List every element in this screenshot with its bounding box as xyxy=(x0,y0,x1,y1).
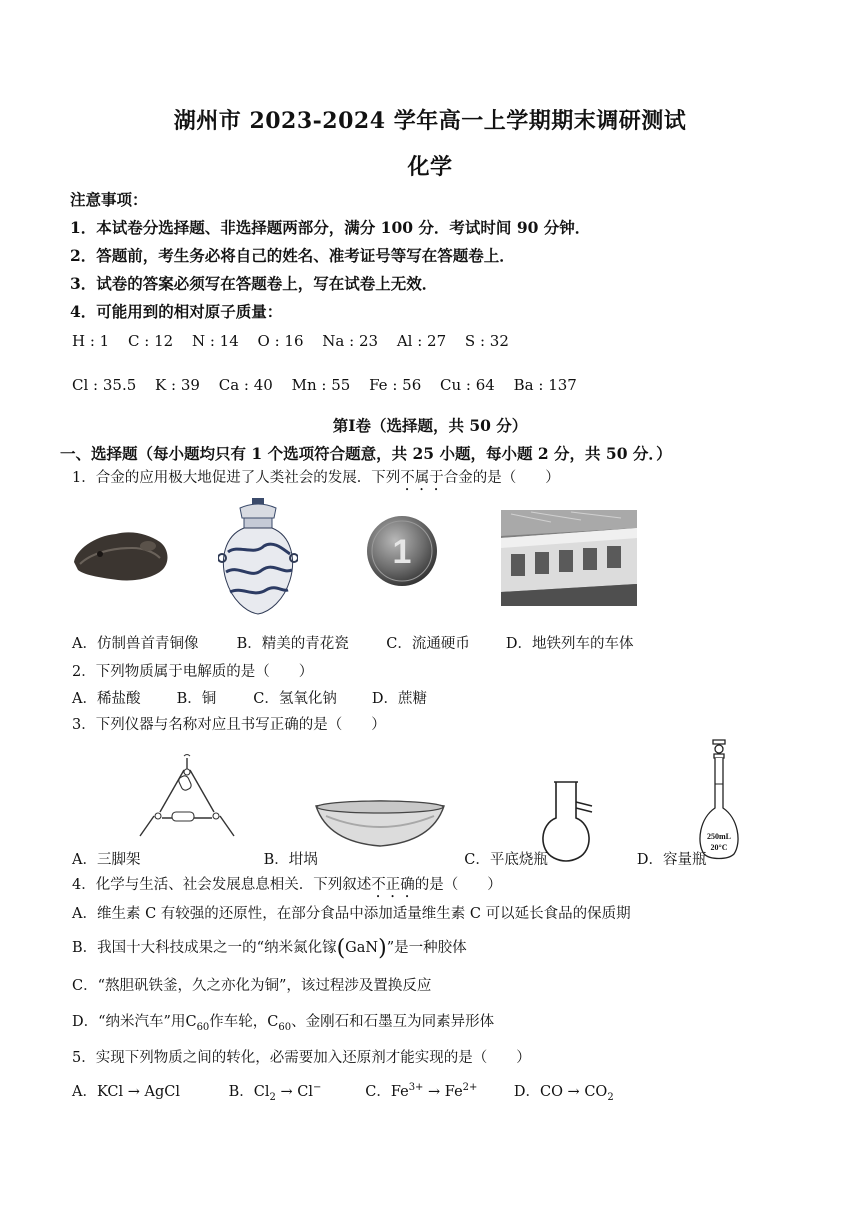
coin-image xyxy=(366,515,438,587)
atomic-masses-row-2 xyxy=(72,376,591,394)
option-c[interactable]: C．$Fe^{3+} \to Fe^{2+}$ xyxy=(365,1082,478,1100)
option-a[interactable]: A．KCl → AgCl xyxy=(72,1084,181,1100)
option-b[interactable]: B．$Cl_2 \to Cl^-$ xyxy=(228,1082,322,1103)
option-c[interactable]: C．流通硬币 xyxy=(386,636,470,652)
question-5-options xyxy=(72,1080,614,1103)
question-4-stem: 4．化学与生活、社会发展息息相关．下列叙述不正确的是（ ） xyxy=(72,877,502,893)
option-a[interactable]: A．三脚架 xyxy=(72,852,141,868)
crucible-evaporating-dish-image xyxy=(314,798,446,850)
question-1-stem: 1．合金的应用极大地促进了人类社会的发展．下列不属于合金的是（ ） xyxy=(72,470,560,486)
question-3-options xyxy=(72,848,706,869)
svg-text:1: 1 xyxy=(392,533,412,571)
volumetric-flask-image xyxy=(694,738,744,862)
atomic-masses-row-1 xyxy=(72,332,523,350)
subway-train-image xyxy=(501,510,637,606)
atomic-mass: Al : 27 xyxy=(396,332,447,350)
atomic-mass: Ca : 40 xyxy=(218,376,273,394)
atomic-mass: Mn : 55 xyxy=(291,376,351,394)
notice-item: 3．试卷的答案必须写在答题卷上，写在试卷上无效． xyxy=(70,274,438,293)
option-c[interactable]: C．平底烧瓶 xyxy=(464,852,548,868)
atomic-mass: K : 39 xyxy=(155,376,200,394)
question-4-option-d[interactable]: D．“纳米汽车”用$C_{60}$作车轮，$C_{60}$、金刚石和石墨互为同素异形体 xyxy=(72,1014,495,1033)
question-3-stem: 3．下列仪器与名称对应且书写正确的是（ ） xyxy=(72,717,386,733)
atomic-mass: Cu : 64 xyxy=(440,376,495,394)
triangle-stand-image xyxy=(132,752,242,848)
exam-subject: 化学 xyxy=(407,154,453,180)
atomic-mass: C : 12 xyxy=(128,332,174,350)
flask-temp-label: 20°C xyxy=(710,843,728,852)
atomic-mass: O : 16 xyxy=(257,332,304,350)
question-4-option-a[interactable]: A．维生素 C 有较强的还原性，在部分食品中添加适量维生素 C 可以延长食品的保质期 xyxy=(72,906,631,922)
option-b[interactable]: B．铜 xyxy=(176,691,217,707)
option-a[interactable]: A．稀盐酸 xyxy=(72,691,141,707)
flask-volume-label: 250mL xyxy=(707,832,731,841)
volume-heading: 第Ⅰ卷（选择题，共 50 分） xyxy=(332,416,528,435)
option-c[interactable]: C．氢氧化钠 xyxy=(253,691,337,707)
atomic-mass: Fe : 56 xyxy=(369,376,422,394)
option-d[interactable]: D．容量瓶 xyxy=(636,852,707,868)
atomic-mass: Ba : 137 xyxy=(513,376,577,394)
section-heading: 一、选择题（每小题均只有 1 个选项符合题意，共 25 小题，每小题 2 分，共 50 分．） xyxy=(60,444,672,463)
question-2-options xyxy=(72,687,427,708)
notice-heading: 注意事项： xyxy=(70,190,148,209)
atomic-mass: Cl : 35.5 xyxy=(72,376,137,394)
option-d[interactable]: D．地铁列车的车体 xyxy=(505,636,634,652)
notice-item: 2．答题前，考生务必将自己的姓名、准考证号等写在答题卷上． xyxy=(70,246,515,265)
option-b[interactable]: B．坩埚 xyxy=(263,852,318,868)
notice-item: 4．可能用到的相对原子质量： xyxy=(70,302,283,321)
exam-title: 湖州市 2023-2024 学年高一上学期期末调研测试 xyxy=(173,108,687,134)
question-4-option-b[interactable]: B．我国十大科技成果之一的“纳米氮化镓(GaN)”是一种胶体 xyxy=(72,936,467,961)
question-2-stem: 2．下列物质属于电解质的是（ ） xyxy=(72,664,314,680)
option-a[interactable]: A．仿制兽首青铜像 xyxy=(72,636,199,652)
option-d[interactable]: D．蔗糖 xyxy=(371,691,427,707)
blue-white-porcelain-image xyxy=(218,496,298,618)
notice-item: 1．本试卷分选择题、非选择题两部分，满分 100 分．考试时间 90 分钟． xyxy=(70,218,591,237)
option-d[interactable]: D．CO → $CO_2$ xyxy=(513,1084,614,1103)
question-4-option-c[interactable]: C．“熬胆矾铁釜，久之亦化为铜”，该过程涉及置换反应 xyxy=(72,978,432,994)
atomic-mass: S : 32 xyxy=(464,332,509,350)
atomic-mass: Na : 23 xyxy=(322,332,379,350)
atomic-mass: H : 1 xyxy=(72,332,110,350)
question-1-options xyxy=(72,632,633,653)
atomic-mass: N : 14 xyxy=(191,332,239,350)
option-b[interactable]: B．精美的青花瓷 xyxy=(236,636,349,652)
question-5-stem: 5．实现下列物质之间的转化，必需要加入还原剂才能实现的是（ ） xyxy=(72,1050,531,1066)
bronze-head-image xyxy=(70,522,172,584)
